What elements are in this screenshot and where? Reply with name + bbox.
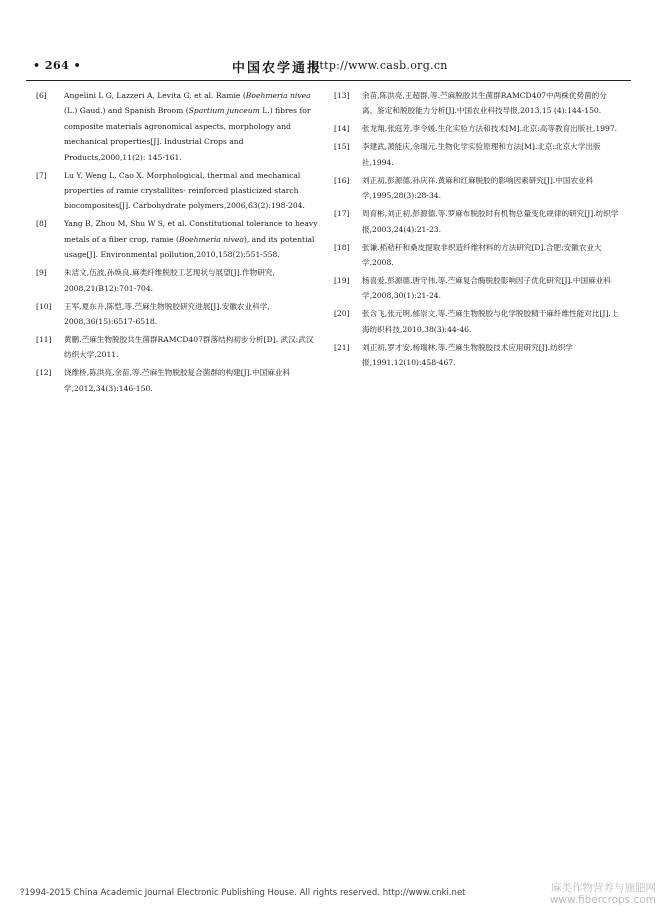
reference-text-segment: 周育彬,刘正初,彭源德,等.罗麻布脱胶时有机物总量变化规律的研究[J].纺织学报,2003,24(4):21-23. (362, 209, 619, 234)
reference-text (64, 88, 321, 165)
journal-url[interactable]: http://www.casb.org.cn (312, 59, 448, 72)
reference-item (36, 332, 321, 363)
reference-text-segment: L.) fibres for composite materials agronomical aspects, morphology and mechanical properties[J]. Industrial Crops and Products,2000,11(2): 145-161. (64, 106, 311, 162)
reference-text-segment: ), and its potential usage[J]. Environmental pollution,2010,158(2):551-558. (64, 234, 315, 260)
reference-text-segment: 张含飞,张元明,郁崇文,等.苎麻生物脱胶与化学脱胶精干麻纤维性能对比[J].上海纺织科技,2010,38(3):44-46. (362, 309, 619, 334)
reference-number: [17] (334, 209, 350, 219)
reference-text (64, 299, 321, 330)
reference-number: [15] (334, 142, 350, 152)
reference-text-segment: 王军,夏东升,陈恺,等.苎麻生物脱胶研究进展[J].安徽农业科学, 2008,36(15):6517-6518. (64, 301, 270, 327)
reference-number: [14] (334, 124, 350, 134)
reference-number: [16] (334, 175, 350, 185)
reference-item (334, 306, 619, 337)
reference-number: [7] (36, 170, 47, 180)
header-rule (26, 80, 631, 81)
reference-number: [19] (334, 276, 350, 286)
reference-item (36, 216, 321, 262)
reference-text-segment: 张龙翔,张庭芳,李令媛.生化实验方法和技术[M].北京:高等教育出版社,1997. (362, 124, 618, 134)
reference-item (334, 121, 619, 136)
reference-text-segment: Lu Y, Weng L, Cao X. Morphological, thermal and mechanical properties of ramie crystallites- reinforced plasticized starch biocomposites[J]. Carbohydrate polymers,2006,63(2):198-204. (64, 170, 305, 211)
copyright-notice: ?1994-2015 China Academic Journal Electronic Publishing House. All rights reserved. http://www.cnki.net (20, 888, 466, 898)
references-right-column (334, 88, 619, 373)
reference-number: [18] (334, 242, 350, 252)
reference-text-segment: 黄鹏.苎麻生物脱胶共生菌群RAMCD407群落结构初步分析[D]. 武汉:武汉纺织大学,2011. (64, 335, 314, 360)
reference-text (362, 273, 619, 304)
species-name: Boehmeria nivea (179, 234, 244, 244)
reference-number: [11] (36, 335, 52, 345)
species-name: Spartium junceum (188, 106, 260, 116)
reference-text (362, 139, 619, 170)
reference-text-segment: Yang B, Zhou M, Shu W S, et al. Constitutional tolerance to heavy metals of a fiber crop, ramie ( (64, 219, 318, 244)
reference-item (334, 139, 619, 170)
reference-number: [21] (334, 342, 350, 352)
reference-text-segment: (L.) Gaud.) and Spanish Broom ( (64, 106, 189, 116)
reference-text-segment: 饶维桥,陈洪亮,余苗,等.苎麻生物脱胶复合菌群的构建[J].中国麻业科学,2012,34(3):146-150. (64, 368, 291, 393)
reference-number: [13] (334, 91, 350, 100)
references-left-column (36, 88, 321, 399)
reference-text (64, 168, 321, 214)
reference-text (362, 206, 619, 237)
journal-name: 中国农学通报 (232, 61, 323, 76)
reference-item (334, 173, 619, 204)
reference-number: [8] (36, 219, 47, 229)
reference-number: [10] (36, 301, 52, 311)
reference-item (36, 299, 321, 330)
reference-text (64, 216, 321, 262)
reference-item (36, 88, 321, 165)
reference-item (36, 168, 321, 214)
reference-item (36, 265, 321, 296)
page-footer (0, 884, 659, 904)
reference-item (334, 88, 619, 119)
species-name: Boehmeria nivea (245, 91, 311, 100)
reference-text (362, 340, 619, 371)
reference-text (362, 240, 619, 271)
reference-text (64, 265, 321, 296)
watermark-title: 麻类作物营养与施肥网 (551, 882, 656, 894)
reference-item (36, 365, 321, 396)
page-header (0, 56, 659, 80)
reference-text (64, 332, 321, 363)
page-number: • 264 • (33, 59, 82, 72)
reference-text (362, 121, 619, 136)
reference-item (334, 273, 619, 304)
reference-text-segment: 刘正初,彭源德,孙庆祥.黄麻和红麻脱胶的影响因素研究[J].中国农业科学,1995,28(3):28-34. (362, 175, 594, 201)
reference-text (362, 306, 619, 337)
reference-number: [9] (36, 268, 47, 278)
reference-text-segment: 张谦.稻秸秆和桑皮提取非织造纤维材料的方法研究[D].合肥:安徽农业大学,2008. (362, 242, 602, 268)
reference-text-segment: 余苗,陈洪亮,王超群,等.苎麻脱胶共生菌群RAMCD407中两株优势菌的分离、鉴定和脱胶能力分析[J].中国农业科技导报,2013,15 (4):144-150. (362, 91, 607, 116)
reference-text (362, 173, 619, 204)
reference-item (334, 340, 619, 371)
reference-text-segment: 刘正初,罗才安,杨瑞林,等.苎麻生物脱胶技术应用研究[J].纺织学报,1991,12(10):458-467. (362, 342, 573, 368)
reference-number: [12] (36, 368, 52, 378)
reference-item (334, 206, 619, 237)
reference-text-segment: 杨喜爱,彭源德,唐守伟,等.苎麻复合酶脱胶影响因子优化研究[J].中国麻业科学,2008,30(1):21-24. (362, 276, 611, 301)
reference-text-segment: 李建武,萧能庆,余瑞元.生物化学实验原理和方法[M].北京:北京大学出版社,1994. (362, 142, 601, 167)
watermark-url: www.fibercrops.com (549, 894, 656, 906)
site-watermark (530, 882, 656, 906)
reference-text (362, 88, 619, 119)
reference-number: [6] (36, 91, 47, 100)
reference-text (64, 365, 321, 396)
reference-number: [20] (334, 309, 350, 319)
reference-text-segment: Angelini L G, Lazzeri A, Levita G, et al. Ramie ( (64, 91, 246, 100)
reference-item (334, 240, 619, 271)
reference-text-segment: 朱洁文,伍波,孙焕良.麻类纤维脱胶工艺现状与展望[J].作物研究, 2008,21(B12):701-704. (64, 268, 275, 293)
